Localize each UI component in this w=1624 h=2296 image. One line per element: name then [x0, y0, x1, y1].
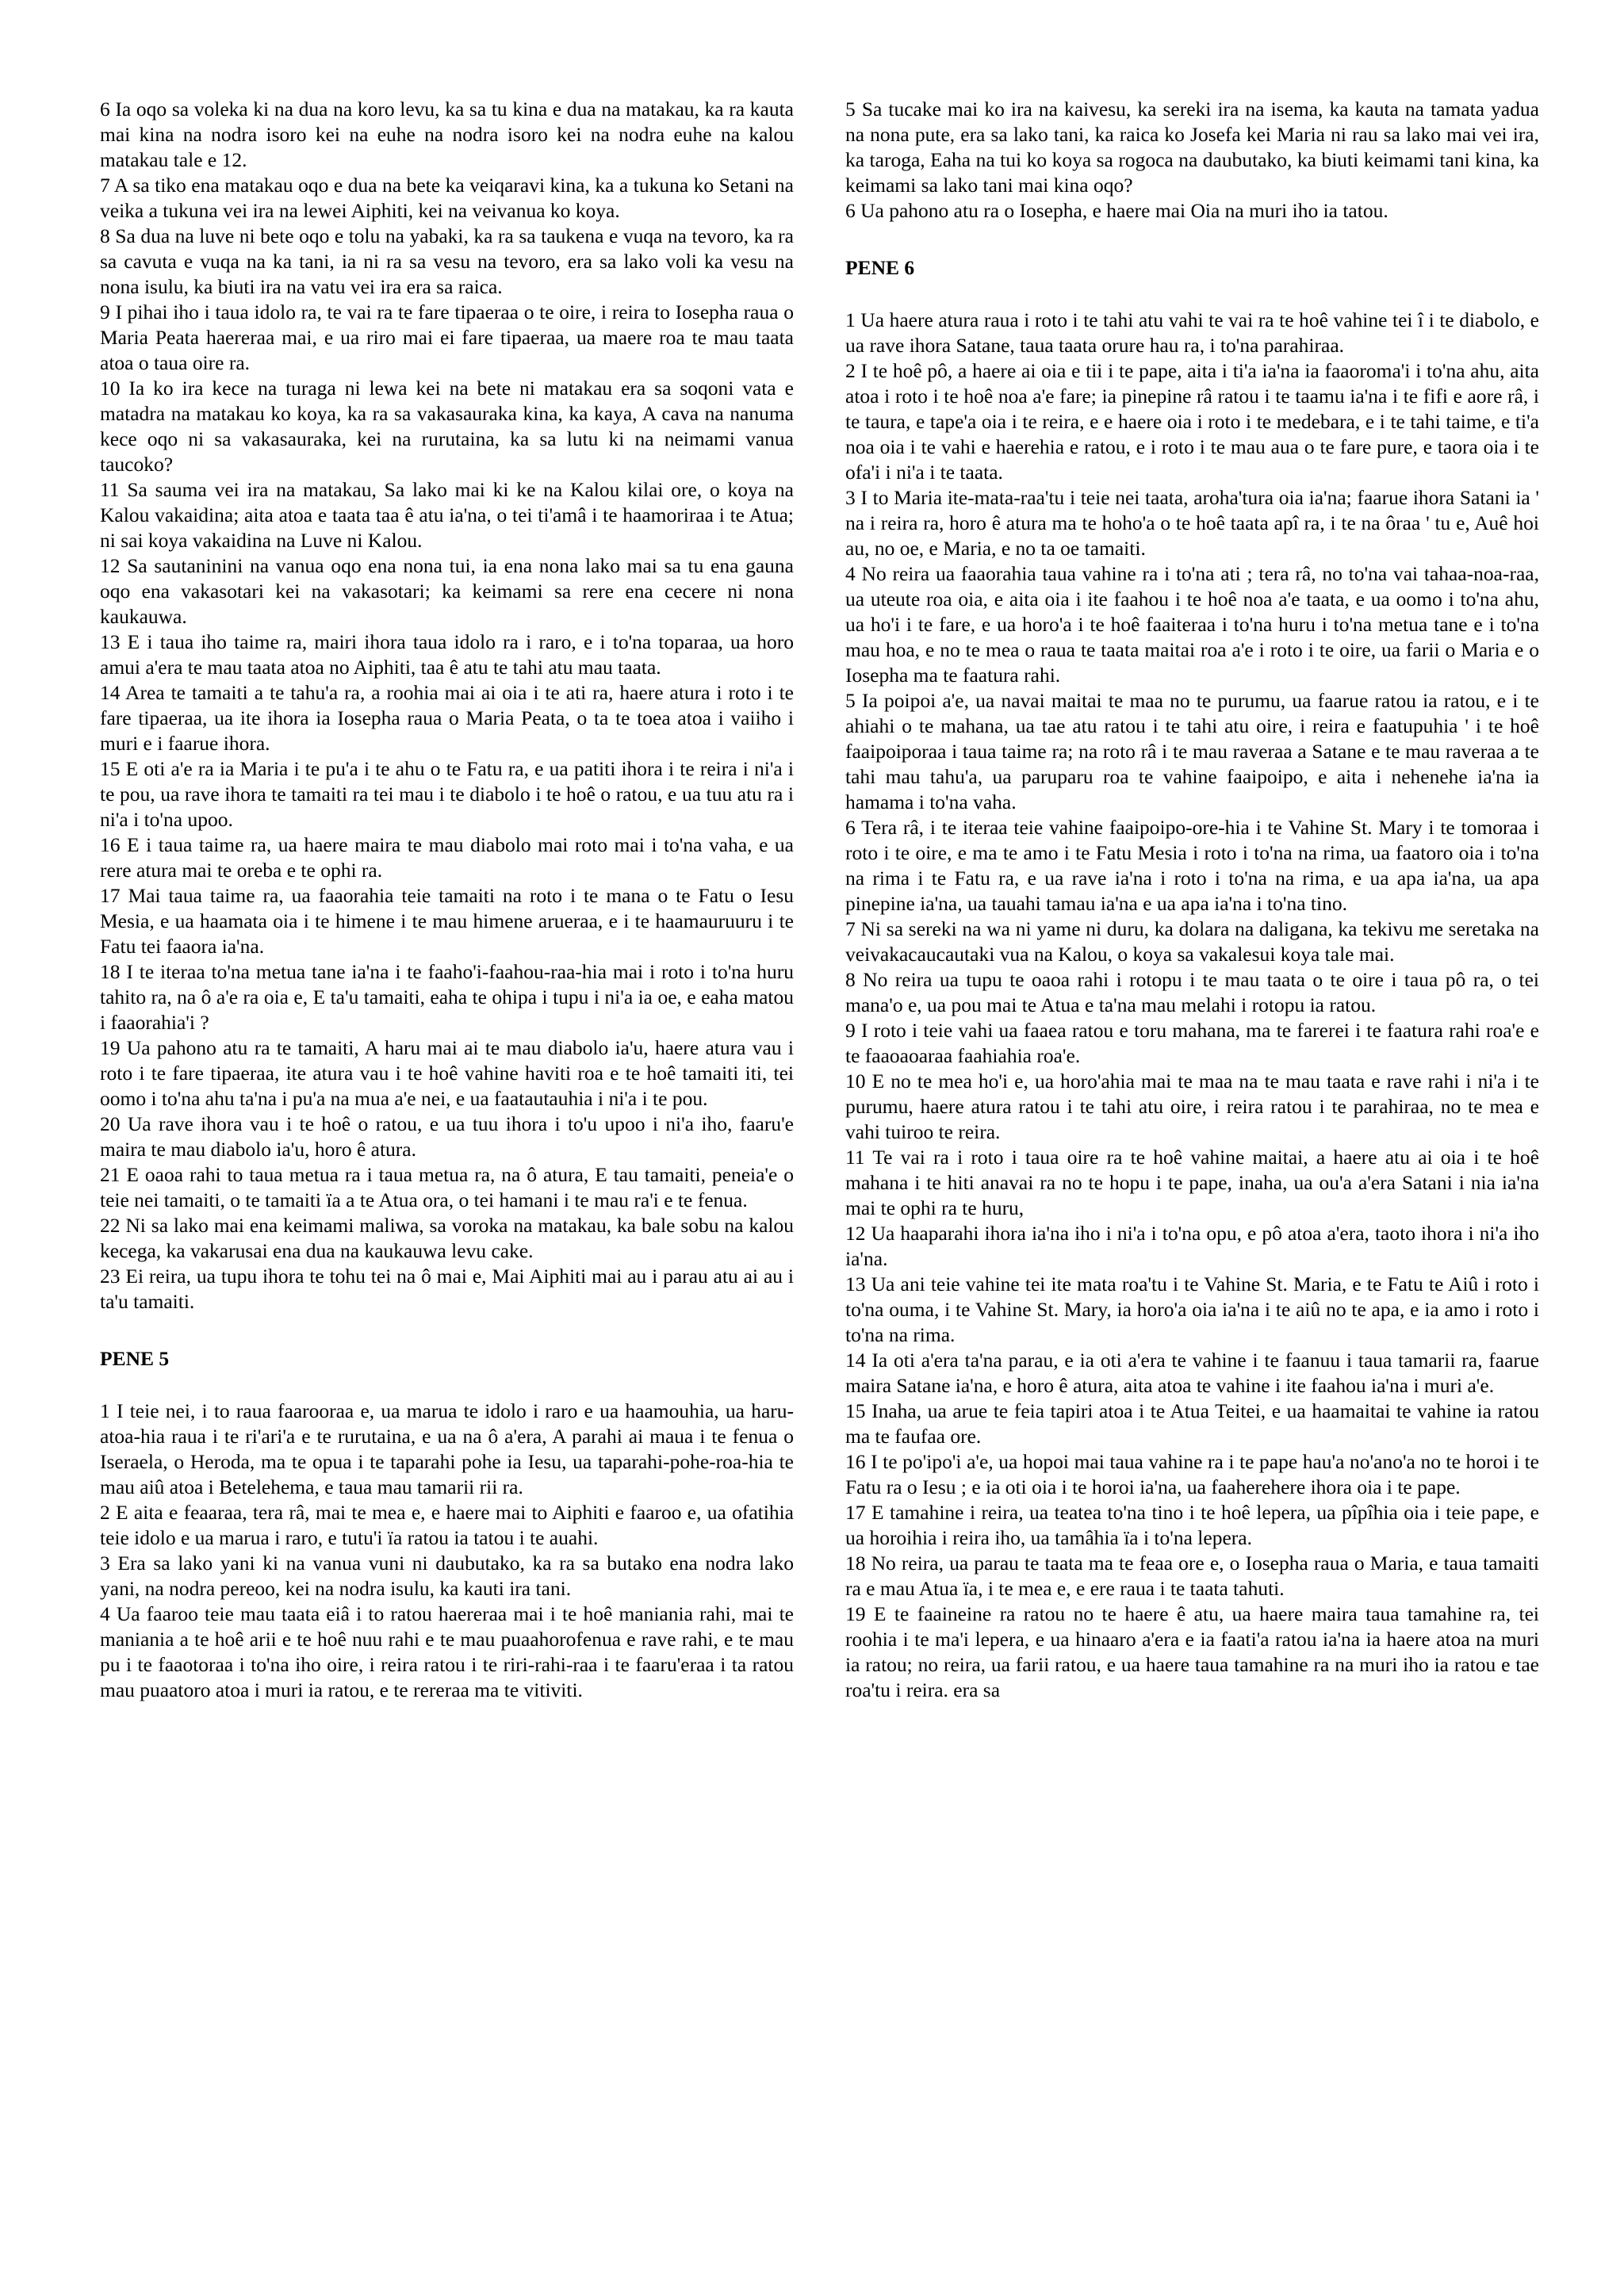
- right-column: [845, 97, 1539, 1703]
- verse-paragraph: 22 Ni sa lako mai ena keimami maliwa, sa voroka na matakau, ka bale sobu na kalou kecega, ka vakarusai ena dua na kaukauwa levu cake.: [100, 1214, 794, 1262]
- verse-paragraph: 15 Inaha, ua arue te feia tapiri atoa i te Atua Teitei, e ua haamaitai te vahine ia ratou ma te faufaa ore.: [845, 1399, 1539, 1448]
- verse-paragraph: 13 Ua ani teie vahine tei ite mata roa'tu i te Vahine St. Maria, e te Fatu te Aiû i roto i to'na ouma, i te Vahine St. Mary, ia horo'a oia ia'na i te aiû no te apa, e ia amo i roto i to'na na rima.: [845, 1272, 1539, 1346]
- verse-paragraph: 11 Te vai ra i roto i taua oire ra te hoê vahine maitai, a haere atu ai oia i te hoê mahana i te hiti anavai ra no te hopu i te pape, inaha, ua ou'a a'era Satani i nia ia'na mai te ophi ra te huru,: [845, 1146, 1539, 1219]
- verse-paragraph: 14 Area te tamaiti a te tahu'a ra, a roohia mai ai oia i te ati ra, haere atura i roto i te fare tipaeraa, ua ite ihora ia Iosepha raua o Maria Peata, o ta te toea atoa i vaiiho i muri e i faarue ihora.: [100, 681, 794, 755]
- verse-paragraph: 7 A sa tiko ena matakau oqo e dua na bete ka veiqaravi kina, ka a tukuna ko Setani na veika a tukuna vei ira na lewei Aiphiti, kei na veivanua ko koya.: [100, 174, 794, 222]
- verse-paragraph: 4 No reira ua faaorahia taua vahine ra i to'na ati ; tera râ, no to'na vai tahaa-noa-raa, ua uteute roa oia, e aita oia i ite faahou i te hoê noa a'e taata, e ua oomo i to'na ahu, ua ho'i i te fare, e ua horo'a i te hoê faaiteraa i to'na huru i to'na metua tane e i to'na mau hoa, e no te mea o raua te taata maitai roa a'e i roto i te oire, ua farii o Maria e o Iosepha ma te faatura rahi.: [845, 562, 1539, 687]
- verse-paragraph: 9 I roto i teie vahi ua faaea ratou e toru mahana, ma te farerei i te faatura rahi roa'e e te faaoaoaraa faahiahia roa'e.: [845, 1019, 1539, 1067]
- verse-paragraph: 5 Sa tucake mai ko ira na kaivesu, ka sereki ira na isema, ka kauta na tamata yadua na nona pute, era sa lako tani, ka raica ko Josefa kei Maria ni rau sa lako mai vei ira, ka taroga, Eaha na tui ko koya sa rogoca na daubutako, ka biuti keimami tani kina, ka keimami sa lako tani mai kina oqo?: [845, 98, 1539, 197]
- verse-paragraph: 12 Sa sautaninini na vanua oqo ena nona tui, ia ena nona lako mai sa tu ena gauna oqo ena vakasotari kei na vakasotari; ka keimami sa rere ena cecere ni nona kaukauwa.: [100, 554, 794, 628]
- verse-paragraph: 23 Ei reira, ua tupu ihora te tohu tei na ô mai e, Mai Aiphiti mai au i parau atu ai au i ta'u tamaiti.: [100, 1265, 794, 1313]
- verse-paragraph: 8 Sa dua na luve ni bete oqo e tolu na yabaki, ka ra sa taukena e vuqa na tevoro, ka ra sa cavuta e vuqa na ka tani, ia ni ra sa vesu na tevoro, era sa lako voli ka vesu na nona isulu, ka biuti ira na vatu vei ira era sa raica.: [100, 224, 794, 298]
- verse-paragraph: 20 Ua rave ihora vau i te hoê o ratou, e ua tuu ihora i to'u upoo i ni'a iho, faaru'e maira te mau diabolo ia'u, horo ê atura.: [100, 1112, 794, 1161]
- verse-paragraph: 5 Ia poipoi a'e, ua navai maitai te maa no te purumu, ua faarue ratou ia ratou, e i te ahiahi o te mahana, ua tae atu ratou i te tahi atu oire, i reira e faatupuhia ' i te hoê faaipoiporaa i taua taime ra; na roto râ i te mau raveraa a Satane e te mau raveraa a te tahi mau tahu'a, ua paruparu roa te vahine faaipoipo, e aita i nehenehe ia'na ia hamama i to'na vaha.: [845, 689, 1539, 813]
- verse-paragraph: 3 Era sa lako yani ki na vanua vuni ni daubutako, ka ra sa butako ena nodra lako yani, na nodra pereoo, kei na nodra isulu, ka kauti ira tani.: [100, 1552, 794, 1600]
- left-column: [100, 97, 794, 1703]
- verse-paragraph: 18 No reira, ua parau te taata ma te feaa ore e, o Iosepha raua o Maria, e taua tamaiti ra e mau Atua ïa, i te mea e, e ere raua i te taata tahuti.: [845, 1552, 1539, 1600]
- verse-paragraph: 13 E i taua iho taime ra, mairi ihora taua idolo ra i raro, e i to'na toparaa, ua horo amui a'era te mau taata atoa no Aiphiti, taa ê atu te tahi atu mau taata.: [100, 630, 794, 679]
- verse-paragraph: 12 Ua haaparahi ihora ia'na iho i ni'a i to'na opu, e pô atoa a'era, taoto ihora i ni'a iho ia'na.: [845, 1222, 1539, 1270]
- verse-paragraph: 14 Ia oti a'era ta'na parau, e ia oti a'era te vahine i te faanuu i taua tamarii ra, faarue maira Satane ia'na, e horo ê atura, aita atoa te vahine i ite faahou ia'na i muri a'e.: [845, 1349, 1539, 1397]
- verse-paragraph: 3 I to Maria ite-mata-raa'tu i teie nei taata, aroha'tura oia ia'na; faarue ihora Satani ia ' na i reira ra, horo ê atura ma te hoho'a o te hoê taata apî ra, i te na ôraa ' tu e, Auê hoi au, no oe, e Maria, e no ta oe tamaiti.: [845, 486, 1539, 560]
- verse-paragraph: 15 E oti a'e ra ia Maria i te pu'a i te ahu o te Fatu ra, e ua patiti ihora i te reira i ni'a i te pou, ua rave ihora te tamaiti ra tei mau i te diabolo i te hoê o ratou, e ua tuu atu ra i ni'a i to'na upoo.: [100, 757, 794, 831]
- verse-paragraph: 6 Ua pahono atu ra o Iosepha, e haere mai Oia na muri iho ia tatou.: [845, 199, 1388, 222]
- chapter-heading-pene-6: PENE 6: [845, 256, 915, 279]
- verse-paragraph: 2 I te hoê pô, a haere ai oia e tii i te pape, aita i ti'a ia'na ia faaoroma'i i to'na ahu, aita atoa i roto i te hoê noa a'e fare; ia pinepine râ ratou i te taamu ia'na i te fifi e aore râ, i te taura, e tape'a oia i te reira, e e haere oia i roto i te medebara, e i te tahi taime, e ti'a noa oia i te vahi e haerehia e ratou, e i roto i te mau aua o te fare pure, e taora oia i te ofa'i i ni'a i te taata.: [845, 359, 1539, 484]
- right-verses-b: [845, 308, 1539, 1703]
- verse-paragraph: 4 Ua faaroo teie mau taata eiâ i to ratou haereraa mai i te hoê maniania rahi, mai te maniania a te hoê arii e te hoê nuu rahi e te mau puaahorofenua e rave rahi, e te mau pu i te faaotoraa i to'na iho oire, i reira ratou i te riri-rahi-raa i te faaru'eraa i ta ratou mau puaatoro atoa i muri ia ratou, e te rereraa ma te vitiviti.: [100, 1602, 794, 1701]
- verse-paragraph: 7 Ni sa sereki na wa ni yame ni duru, ka dolara na daligana, ka tekivu me seretaka na veivakacaucautaki vua na Kalou, o koya sa vakalesui koya tale mai.: [845, 917, 1539, 966]
- verse-paragraph: 2 E aita e feaaraa, tera râ, mai te mea e, e haere mai to Aiphiti e faaroo e, ua ofatihia teie idolo e ua marua i raro, e tutu'i ïa ratou ia tatou i te auahi.: [100, 1501, 794, 1549]
- verse-paragraph: 11 Sa sauma vei ira na matakau, Sa lako mai ki ke na Kalou kilai ore, o koya na Kalou vakaidina; aita atoa e taata taa ê atu ia'na, o tei ti'amâ i te haamoriraa i te Atua; ni sai koya vakaidina na Luve ni Kalou.: [100, 478, 794, 552]
- right-verses-a: [845, 97, 1539, 224]
- verse-paragraph: 1 Ua haere atura raua i roto i te tahi atu vahi te vai ra te hoê vahine tei î i te diabolo, e ua rave ihora Satane, taua taata orure hau ra, i to'na parahiraa.: [845, 308, 1539, 357]
- verse-paragraph: 9 I pihai iho i taua idolo ra, te vai ra te fare tipaeraa o te oire, i reira to Iosepha raua o Maria Peata haereraa mai, e ua riro mai ei fare tipaeraa, ua maere roa te mau taata atoa o taua oire ra.: [100, 300, 794, 374]
- verse-paragraph: 16 E i taua taime ra, ua haere maira te mau diabolo mai roto mai i to'na vaha, e ua rere atura mai te oreba e te ophi ra.: [100, 833, 794, 882]
- verse-paragraph: 17 E tamahine i reira, ua teatea to'na tino i te hoê lepera, ua pîpîhia oia i teie pape, e ua horoihia i reira iho, ua tamâhia ïa i to'na lepera.: [845, 1501, 1539, 1549]
- verse-paragraph: 6 Tera râ, i te iteraa teie vahine faaipoipo-ore-hia i te Vahine St. Mary i te tomoraa i roto i te oire, e ma te amo i te Fatu Mesia i roto i to'na na rima, ua faatoro oia i to'na na rima i te Fatu ra, e ua rave ia'na i roto i to'na na rima, e ua apa ia'na, ua apa pinepine ia'na, ua tauahi tamau ia'na e ua apa ia'na i to'na tino.: [845, 816, 1539, 915]
- verse-paragraph: 18 I te iteraa to'na metua tane ia'na i te faaho'i-faahou-raa-hia mai i roto i to'na huru tahito ra, na ô a'e ra oia e, E ta'u tamaiti, eaha te ohipa i tupu i ni'a ia oe, e eaha matou i faaorahia'i ?: [100, 960, 794, 1034]
- verse-paragraph: 17 Mai taua taime ra, ua faaorahia teie tamaiti na roto i te mana o te Fatu o Iesu Mesia, e ua haamata oia i te himene i te mau himene arueraa, e i te haamauruuru i te Fatu tei faaora ia'na.: [100, 884, 794, 958]
- verse-paragraph: 10 Ia ko ira kece na turaga ni lewa kei na bete ni matakau era sa soqoni vata e matadra na matakau ko koya, ka ra sa vakasauraka kina, ka kaya, A cava na nanuma kece oqo ni sa vakasauraka, kei na rurutaina, ka sa lutu ki na neimami vanua taucoko?: [100, 377, 794, 476]
- verse-paragraph: 21 E oaoa rahi to taua metua ra i taua metua ra, na ô atura, E tau tamaiti, peneia'e o teie nei tamaiti, o te tamaiti ïa a te Atua ora, o tei hamani i te mau ra'i e te fenua.: [100, 1163, 794, 1211]
- verse-paragraph: 6 Ia oqo sa voleka ki na dua na koro levu, ka sa tu kina e dua na matakau, ka ra kauta mai kina na nodra isoro kei na euhe na nodra isoro kei na nodra euhe na kalou matakau tale e 12.: [100, 98, 794, 171]
- verse-paragraph: 19 Ua pahono atu ra te tamaiti, A haru mai ai te mau diabolo ia'u, haere atura vau i roto i te fare tipaeraa, ite atura vau i te hoê vahine haviti roa e te hoê tamaiti iti, tei oomo i to'na ahu ta'na i pu'a na mua a'e nei, e ua faatautauhia i ni'a i te pou.: [100, 1036, 794, 1110]
- verse-paragraph: 16 I te po'ipo'i a'e, ua hopoi mai taua vahine ra i te pape hau'a no'ano'a no te horoi i te Fatu ra o Iesu ; e ia oti oia i te horoi ia'na, ua faaherehere ihora oia i te pape.: [845, 1450, 1539, 1498]
- chapter-heading-pene-5: PENE 5: [100, 1347, 170, 1370]
- verse-paragraph: 10 E no te mea ho'i e, ua horo'ahia mai te maa na te mau taata e rave rahi i ni'a i te purumu, haere atura ratou i te tahi atu oire, i reira ratou i te parahiraa, no te mea e vahi tuiroo te reira.: [845, 1070, 1539, 1143]
- verse-paragraph: 8 No reira ua tupu te oaoa rahi i rotopu i te mau taata o te oire i taua pô ra, o tei mana'o e, ua pou mai te Atua e ta'na mau melahi i rotopu ia ratou.: [845, 968, 1539, 1016]
- verse-paragraph: 1 I teie nei, i to raua faarooraa e, ua marua te idolo i raro e ua haamouhia, ua haru-atoa-hia raua i te ri'ari'a e te rurutaina, e ua na ô a'era, A parahi ai maua i te fenua o Iseraela, o Heroda, ma te opua i te taparahi pohe ia Iesu, ua taparahi-pohe-roa-hia te mau aiû atoa i Betelehema, e taua mau tamarii rii ra.: [100, 1399, 794, 1498]
- left-verses-a: [100, 97, 794, 1314]
- left-verses-b: [100, 1399, 794, 1703]
- verse-paragraph: 19 E te faaineine ra ratou no te haere ê atu, ua haere maira taua tamahine ra, tei roohia i te ma'i lepera, e ua hinaaro a'era e ia faati'a ratou ia'na ia haere atoa na muri ia ratou; no reira, ua farii ratou, e ua haere taua tamahine ra na muri iho ia ratou e tae roa'tu i reira. era sa: [845, 1602, 1539, 1701]
